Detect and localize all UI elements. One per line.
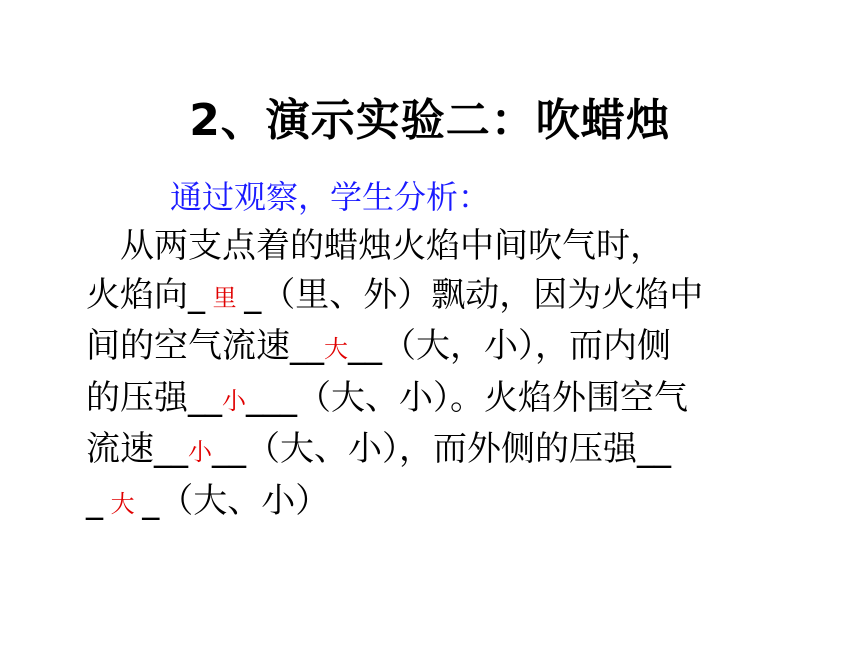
answer-text: 大 [103, 489, 143, 518]
blank-underscore: __ [154, 429, 188, 469]
question-line [86, 222, 786, 271]
question-line [86, 271, 786, 323]
blank-underscore: __ [212, 429, 246, 469]
line-text: 流速 [86, 429, 154, 469]
line-text: （大，小），而内侧 [382, 326, 671, 366]
question-line [86, 477, 786, 529]
line-text: （大、小）。火焰外围空气 [297, 377, 688, 418]
question-line [86, 322, 786, 374]
line-text: 火焰向_ [86, 274, 205, 315]
answer-text: 里 [205, 283, 245, 312]
blank-underscore: _ [244, 274, 262, 315]
line-text: 的压强 [86, 377, 188, 418]
answer-text: 小 [188, 438, 212, 466]
line-text: _ [86, 480, 103, 521]
line-text: （里、外）飘动，因为火焰中 [261, 274, 704, 315]
slide-subtitle: 通过观察，学生分析： [170, 178, 491, 216]
line-text: （大、小），而外侧的压强__ [246, 429, 671, 469]
blank-underscore: __ [188, 377, 222, 418]
blank-underscore: __ [348, 326, 382, 366]
blank-underscore: ___ [246, 377, 297, 418]
blank-underscore: _ [142, 480, 160, 521]
question-paragraph [86, 222, 786, 528]
line-text: （大、小） [159, 480, 330, 521]
answer-text: 小 [222, 386, 246, 415]
blank-underscore: __ [290, 326, 324, 366]
line-text: 间的空气流速 [86, 326, 290, 366]
slide-title: 2、演示实验二：吹蜡烛 [189, 95, 671, 146]
answer-text: 大 [324, 335, 348, 363]
question-line [86, 425, 786, 477]
question-line [86, 374, 786, 426]
line-text: 从两支点着的蜡烛火焰中间吹气时， [86, 226, 664, 266]
